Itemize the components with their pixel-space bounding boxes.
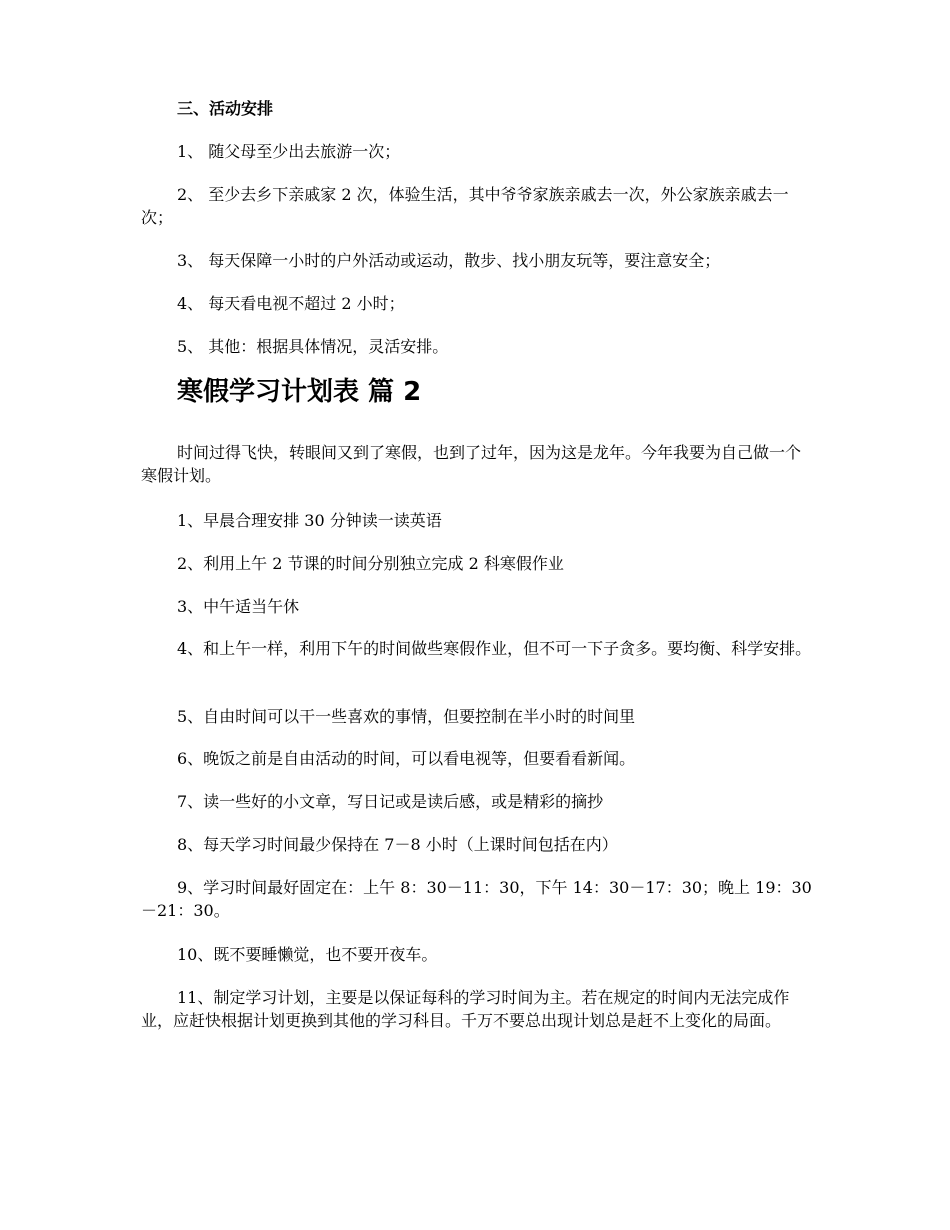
- list-item: 5、自由时间可以干一些喜欢的事情，但要控制在半小时的时间里: [177, 707, 636, 726]
- list-item: 6、晚饭之前是自由活动的时间，可以看电视等，但要看看新闻。: [177, 749, 636, 768]
- list-item: 4、 每天看电视不超过 2 小时；: [177, 294, 405, 313]
- section-heading-activities: 三、活动安排: [177, 99, 274, 118]
- intro-paragraph: 时间过得飞快，转眼间又到了寒假，也到了过年，因为这是龙年。今年我要为自己做一个寒假计划。: [141, 443, 802, 485]
- list-item: 7、读一些好的小文章，写日记或是读后感，或是精彩的摘抄: [177, 792, 604, 811]
- list-item: 8、每天学习时间最少保持在 7－8 小时（上课时间包括在内）: [177, 835, 618, 854]
- list-item: 9、学习时间最好固定在：上午 8：30－11：30，下午 14：30－17：30；晚上 19：30－21：30。: [141, 878, 812, 920]
- list-item: 4、和上午一样，利用下午的时间做些寒假作业，但不可一下子贪多。要均衡、科学安排。: [177, 639, 812, 658]
- list-item: 2、利用上午 2 节课的时间分别独立完成 2 科寒假作业: [177, 554, 564, 573]
- list-item: 1、 随父母至少出去旅游一次；: [177, 142, 401, 161]
- list-item: 11、制定学习计划，主要是以保证每科的学习时间为主。若在规定的时间内无法完成作业，应赶快根据计划更换到其他的学习科目。千万不要总出现计划总是赶不上变化的局面。: [141, 988, 790, 1030]
- list-item: 1、早晨合理安排 30 分钟读一读英语: [177, 511, 442, 530]
- list-item: 3、中午适当午休: [177, 597, 300, 616]
- list-item: 2、 至少去乡下亲戚家 2 次，体验生活，其中爷爷家族亲戚去一次，外公家族亲戚去一次；: [141, 185, 789, 227]
- article-title: 寒假学习计划表 篇 2: [177, 377, 422, 407]
- list-item: 5、 其他：根据具体情况，灵活安排。: [177, 337, 449, 356]
- list-item: 3、 每天保障一小时的户外活动或运动，散步、找小朋友玩等，要注意安全；: [177, 251, 721, 270]
- list-item: 10、既不要睡懒觉，也不要开夜车。: [177, 945, 438, 964]
